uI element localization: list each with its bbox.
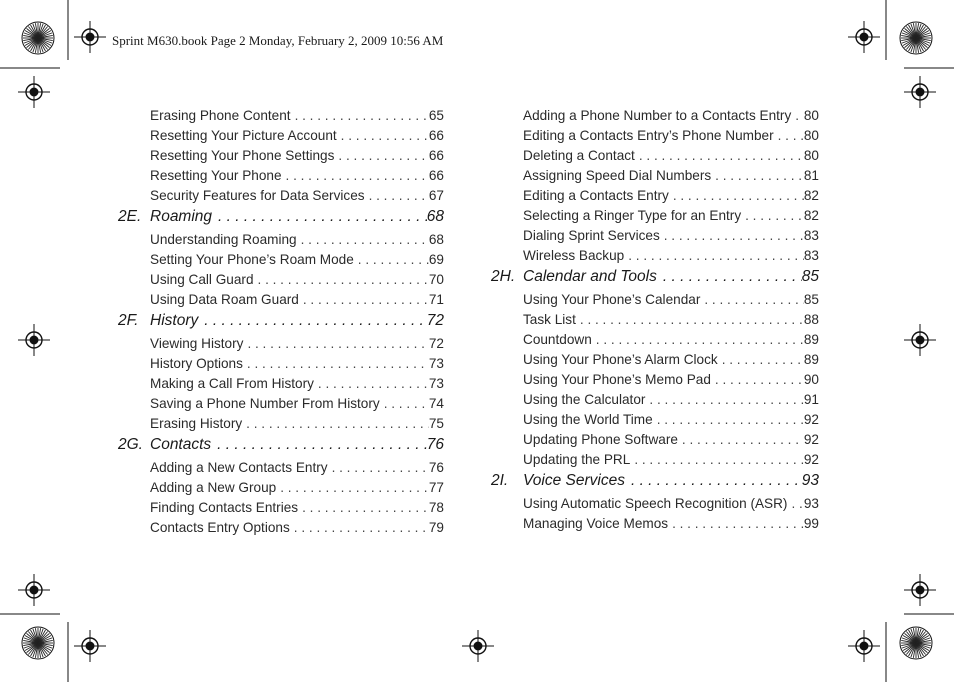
page-number: 66 — [428, 128, 444, 143]
entry-title: Making a Call From History — [150, 376, 314, 391]
dot-leader — [380, 394, 429, 414]
crosshair-mark — [848, 630, 880, 662]
dot-leader — [243, 334, 428, 354]
crosshair-mark — [18, 324, 50, 356]
entry-title: Using Automatic Speech Recognition (ASR) — [523, 496, 788, 511]
dot-leader — [299, 290, 429, 310]
dot-leader — [741, 206, 804, 226]
page-number: 83 — [803, 228, 819, 243]
starburst-mark — [900, 627, 932, 659]
toc-entry[interactable] — [491, 390, 819, 410]
dot-leader — [657, 267, 802, 287]
page-number: 82 — [803, 208, 819, 223]
toc-section-heading[interactable] — [491, 267, 819, 287]
entry-title: Updating Phone Software — [523, 432, 678, 447]
dot-leader — [337, 126, 429, 146]
dot-leader — [291, 106, 429, 126]
toc-section-heading[interactable] — [118, 207, 444, 227]
crosshair-mark — [904, 76, 936, 108]
page-number: 92 — [803, 432, 819, 447]
page-number: 73 — [428, 376, 444, 391]
toc-entry[interactable] — [491, 430, 819, 450]
page-number: 85 — [803, 292, 819, 307]
entry-title: Using Data Roam Guard — [150, 292, 299, 307]
crosshair-mark — [848, 21, 880, 53]
entry-title: Finding Contacts Entries — [150, 500, 299, 515]
toc-entry[interactable] — [491, 514, 819, 534]
page-number: 93 — [801, 472, 819, 489]
page-number: 79 — [428, 520, 444, 535]
dot-leader — [290, 518, 429, 538]
page-number: 74 — [428, 396, 444, 411]
entry-title: Countdown — [523, 332, 592, 347]
toc-section-heading[interactable] — [118, 311, 444, 331]
dot-leader — [242, 414, 429, 434]
entry-title: Assigning Speed Dial Numbers — [523, 168, 712, 183]
page-number: 67 — [428, 188, 444, 203]
page-number: 89 — [803, 352, 819, 367]
entry-title: Erasing Phone Content — [150, 108, 291, 123]
toc-entry[interactable] — [491, 146, 819, 166]
page-number: 92 — [803, 412, 819, 427]
entry-title: Adding a Phone Number to a Contacts Entry — [523, 108, 792, 123]
page-number: 72 — [426, 312, 444, 329]
dot-leader — [298, 498, 429, 518]
toc-entry[interactable] — [491, 310, 819, 330]
toc-entry[interactable] — [491, 290, 819, 310]
page-number: 78 — [428, 500, 444, 515]
crosshair-mark — [74, 21, 106, 53]
section-title: Voice Services — [523, 472, 625, 489]
entry-title: Deleting a Contact — [523, 148, 635, 163]
section-title: Contacts — [150, 436, 212, 453]
toc-entry[interactable] — [118, 270, 444, 290]
dot-leader — [282, 166, 429, 186]
section-number: 2H. — [491, 268, 516, 285]
page-number: 65 — [428, 108, 444, 123]
entry-title: Adding a New Group — [150, 480, 277, 495]
dot-leader — [787, 494, 803, 514]
toc-entry[interactable] — [118, 374, 444, 394]
toc-entry[interactable] — [491, 166, 819, 186]
crosshair-mark — [904, 574, 936, 606]
crosshair-mark — [904, 324, 936, 356]
page-number: 69 — [428, 252, 444, 267]
dot-leader — [365, 186, 429, 206]
entry-title: Adding a New Contacts Entry — [150, 460, 328, 475]
crosshair-mark — [462, 630, 494, 662]
page-number: 90 — [803, 372, 819, 387]
page-number: 72 — [428, 336, 444, 351]
entry-title: Contacts Entry Options — [150, 520, 290, 535]
dot-leader — [635, 146, 804, 166]
starburst-mark — [900, 22, 932, 54]
entry-title: Erasing History — [150, 416, 243, 431]
page-number: 93 — [803, 496, 819, 511]
toc-section-heading[interactable] — [118, 435, 444, 455]
page-number: 66 — [428, 148, 444, 163]
dot-leader — [328, 458, 429, 478]
entry-title: Editing a Contacts Entry — [523, 188, 669, 203]
entry-title: Editing a Contacts Entry’s Phone Number — [523, 128, 774, 143]
page-number: 80 — [803, 108, 819, 123]
dot-leader — [718, 350, 804, 370]
entry-title: Resetting Your Picture Account — [150, 128, 337, 143]
entry-title: Security Features for Data Services — [150, 188, 365, 203]
starburst-mark — [22, 22, 54, 54]
toc-right-column — [491, 106, 819, 534]
page-number: 80 — [803, 148, 819, 163]
dot-leader — [791, 106, 804, 126]
toc-entry[interactable] — [491, 106, 819, 126]
toc-entry[interactable] — [118, 458, 444, 478]
dot-leader — [211, 435, 427, 455]
toc-entry[interactable] — [118, 334, 444, 354]
page-number: 91 — [803, 392, 819, 407]
dot-leader — [653, 410, 804, 430]
entry-title: Task List — [523, 312, 576, 327]
dot-leader — [711, 166, 804, 186]
entry-title: Using Your Phone’s Memo Pad — [523, 372, 711, 387]
page-number: 92 — [803, 452, 819, 467]
dot-leader — [212, 207, 427, 227]
dot-leader — [660, 226, 804, 246]
entry-title: Wireless Backup — [523, 248, 625, 263]
page-number: 89 — [803, 332, 819, 347]
entry-title: Using the Calculator — [523, 392, 646, 407]
page-number: 68 — [428, 232, 444, 247]
dot-leader — [354, 250, 429, 270]
dot-leader — [276, 478, 429, 498]
toc-entry[interactable] — [491, 226, 819, 246]
toc-entry[interactable] — [118, 230, 444, 250]
starburst-mark — [22, 627, 54, 659]
dot-leader — [700, 290, 804, 310]
dot-leader — [297, 230, 429, 250]
entry-title: Saving a Phone Number From History — [150, 396, 380, 411]
section-title: History — [150, 312, 199, 329]
toc-entry[interactable] — [118, 414, 444, 434]
entry-title: Dialing Sprint Services — [523, 228, 660, 243]
page-number: 71 — [428, 292, 444, 307]
dot-leader — [668, 514, 804, 534]
entry-title: Resetting Your Phone Settings — [150, 148, 335, 163]
toc-entry[interactable] — [491, 350, 819, 370]
page-number: 77 — [428, 480, 444, 495]
dot-leader — [198, 311, 427, 331]
page-number: 76 — [426, 436, 444, 453]
page-number: 82 — [803, 188, 819, 203]
entry-title: Using the World Time — [523, 412, 653, 427]
entry-title: Selecting a Ringer Type for an Entry — [523, 208, 742, 223]
page-number: 99 — [803, 516, 819, 531]
section-title: Roaming — [150, 208, 213, 225]
dot-leader — [334, 146, 428, 166]
page-number: 80 — [803, 128, 819, 143]
page-number: 76 — [428, 460, 444, 475]
entry-title: Resetting Your Phone — [150, 168, 282, 183]
page-number: 66 — [428, 168, 444, 183]
section-number: 2G. — [118, 436, 143, 453]
page-number: 70 — [428, 272, 444, 287]
page-number: 83 — [803, 248, 819, 263]
dot-leader — [254, 270, 429, 290]
toc-entry[interactable] — [491, 494, 819, 514]
dot-leader — [678, 430, 804, 450]
toc-entry[interactable] — [118, 126, 444, 146]
section-number: 2I. — [491, 472, 509, 489]
page-number: 81 — [803, 168, 819, 183]
entry-title: Using Your Phone’s Calendar — [523, 292, 701, 307]
toc-entry[interactable] — [118, 146, 444, 166]
dot-leader — [592, 330, 804, 350]
toc-entry[interactable] — [118, 354, 444, 374]
section-number: 2F. — [118, 312, 139, 329]
entry-title: Using Your Phone’s Alarm Clock — [523, 352, 718, 367]
running-head: Sprint M630.book Page 2 Monday, February 2, 2009 10:56 AM — [112, 33, 444, 48]
dot-leader — [625, 471, 802, 491]
toc-entry[interactable] — [118, 498, 444, 518]
crosshair-mark — [18, 76, 50, 108]
toc-entry[interactable] — [118, 106, 444, 126]
page-number: 73 — [428, 356, 444, 371]
toc-entry[interactable] — [118, 290, 444, 310]
entry-title: Understanding Roaming — [150, 232, 297, 247]
dot-leader — [630, 450, 804, 470]
toc-entry[interactable] — [491, 410, 819, 430]
crosshair-mark — [18, 574, 50, 606]
toc-entry[interactable] — [118, 478, 444, 498]
toc-left-column — [118, 106, 444, 538]
dot-leader — [669, 186, 804, 206]
section-number: 2E. — [118, 208, 142, 225]
toc-entry[interactable] — [118, 166, 444, 186]
entry-title: Updating the PRL — [523, 452, 631, 467]
dot-leader — [624, 246, 804, 266]
toc-entry[interactable] — [491, 206, 819, 226]
dot-leader — [576, 310, 804, 330]
toc-entry[interactable] — [118, 250, 444, 270]
toc-entry[interactable] — [491, 126, 819, 146]
page-number: 88 — [803, 312, 819, 327]
dot-leader — [645, 390, 803, 410]
entry-title: Viewing History — [150, 336, 244, 351]
section-title: Calendar and Tools — [523, 268, 657, 285]
toc-entry[interactable] — [491, 370, 819, 390]
toc-entry[interactable] — [118, 394, 444, 414]
page-number: 68 — [426, 208, 444, 225]
page-number: 75 — [428, 416, 444, 431]
entry-title: History Options — [150, 356, 243, 371]
toc-entry[interactable] — [491, 246, 819, 266]
entry-title: Setting Your Phone’s Roam Mode — [150, 252, 354, 267]
toc-entry[interactable] — [491, 330, 819, 350]
toc-entry[interactable] — [118, 186, 444, 206]
dot-leader — [711, 370, 804, 390]
dot-leader — [314, 374, 429, 394]
entry-title: Using Call Guard — [150, 272, 254, 287]
toc-entry[interactable] — [491, 450, 819, 470]
toc-entry[interactable] — [118, 518, 444, 538]
toc-section-heading[interactable] — [491, 471, 819, 491]
entry-title: Managing Voice Memos — [523, 516, 669, 531]
page-number: 85 — [801, 268, 819, 285]
dot-leader — [243, 354, 429, 374]
crosshair-mark — [74, 630, 106, 662]
toc-entry[interactable] — [491, 186, 819, 206]
dot-leader — [774, 126, 804, 146]
